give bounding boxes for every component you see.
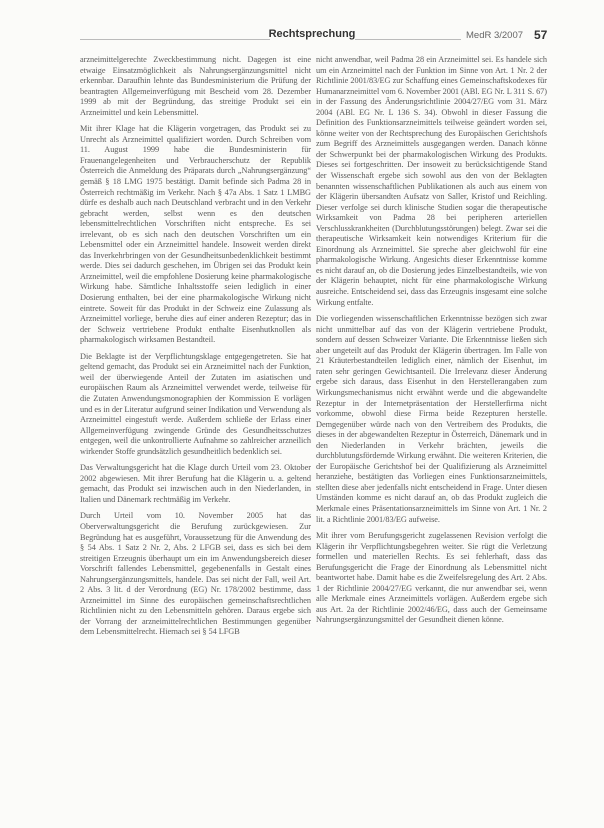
paragraph: Mit ihrer Klage hat die Klägerin vorgetragen, das Produkt sei zu Unrecht als Arzneimittel qualifiziert worden. Durch Schreiben vom 11. August 1999 habe die Bundesministerin für Frauenangelegenheiten und Verbraucherschutz der Republik Österreich die Anmeldung des Präparats durch „Nahrungsergänzung“ gemäß § 18 LMG 1975 bestätigt. Damit befinde sich Padma 28 in Österreich rechtmäßig im Verkehr. Nach § 47a Abs. 1 Satz 1 LMBG dürfe es deshalb auch nach Deutschland verbracht und in den Verkehr gebracht werden, selbst wenn es den deutschen lebensmittelrechtlichen Vorschriften nicht entspreche. Es sei irrelevant, ob es sich nach den deutschen Vorschriften um ein Lebensmittel oder ein Arzneimittel handele. Insoweit werden direkt das Inverkehrbringen von der Gesundheitsunbedenklichkeit bestimmt werde. Dies sei dadurch geschehen, im Übrigen sei das Produkt kein Arzneimittel, weil die empfohlene Dosierung keine pharmakologische Wirkung habe. Sämtliche Inhaltsstoffe seien lediglich in einer Dosierung enthalten, bei der eine pharmakologische Wirkung nicht eintrete. Soweit für das Produkt in der Schweiz eine Zulassung als Arzneimittel vorliege, beruhe dies auf einer anderen Rezeptur; das in der Schweiz vertriebene Produkt enthalte Eisenhutknollen als pharmakologisch wirksamen Bestandteil.: [80, 124, 311, 345]
paragraph: Das Verwaltungsgericht hat die Klage durch Urteil vom 23. Oktober 2002 abgewiesen. Mit ihrer Berufung hat die Klägerin u. a. geltend gemacht, das Produkt sei inzwischen auch in den Niederlanden, in Italien und Dänemark rechtmäßig im Verkehr.: [80, 463, 311, 504]
paragraph: nicht anwendbar, weil Padma 28 ein Arzneimittel sei. Es handele sich um ein Arzneimittel nach der Funktion im Sinne von Art. 1 Nr. 2 der Richtlinie 2001/83/EG zur Schaffung eines Gemeinschaftskodexes für Humanarzneimittel vom 6. November 2001 (ABl. EG Nr. L 311 S. 67) in der Fassung des Änderungsrichtlinie 2004/27/EG vom 31. März 2004 (ABl. EG Nr. L 136 S. 34). Obwohl in dieser Fassung die Definition des Funktionsarzneimittels teilweise geändert worden sei, könne weiter von der Rechtsprechung des Europäischen Gerichtshofs zum Begriff des Arzneimittels ausgegangen werden. Danach könne der Schwerpunkt bei der pharmakologischen Wirkung des Produkts. Dieses sei fortgeschritten. Der insoweit zu berücksichtigende Stand der Wissenschaft ergebe sich sowohl aus den von der Beklagten benannten wissenschaftlichen Publikationen als auch aus einem von der Klägerin übersandten Aufsatz von Saller, Kristof und Reichling. Dieser verfolge sei durch klinische Studien sogar die therapeutische Wirksamkeit von Padma 28 bei peripheren arteriellen Verschlusskrankheiten (Durchblutungsstörungen) belegt. Zwar sei die therapeutische Wirksamkeit kein notwendiges Kriterium für die Einordnung als Arzneimittel. Sie spreche aber gleichwohl für eine pharmakologische Wirkung. Angesichts dieser Erkenntnisse komme es nicht darauf an, ob die Dosierung jedes Einzelbestandteils, wie von der Klägerin behauptet, nicht für eine pharmakologische Wirkung ausreiche. Entscheidend sei, dass das Erzeugnis insgesamt eine solche Wirkung entfalte.: [316, 55, 547, 307]
section-title: Rechtsprechung: [268, 28, 356, 40]
paragraph: arzneimittelgerechte Zweckbestimmung nicht. Dagegen ist eine etwaige Einsatzmöglichkeit als Nahrungsergänzungsmittel nicht erkennbar. Daraufhin lehnte das Bundesministerium die Prüfung der beantragten Allgemeinverfügung mit Bescheid vom 28. Dezember 1999 ab mit der Begründung, das streitige Produkt sei ein Arzneimittel und kein Lebensmittel.: [80, 55, 311, 117]
paragraph: Durch Urteil vom 10. November 2005 hat das Oberverwaltungsgericht die Berufung zurückgewiesen. Zur Begründung hat es ausgeführt, Voraussetzung für die Anwendung des § 54 Abs. 1 Satz 2 Nr. 2, Abs. 2 LFGB sei, dass es sich bei dem streitigen Erzeugnis überhaupt um ein im Anwendungsbereich dieser Vorschrift fallendes Lebensmittel, gegebenenfalls in Gestalt eines Nahrungsergänzungsmittels, handele. Das sei nicht der Fall, weil Art. 2 Abs. 3 lit. d der Verordnung (EG) Nr. 178/2002 bestimme, dass Arzneimittel im Sinne des europäischen gemeinschaftsrechtlichen Richtlinien nicht zu den Lebensmitteln gehören. Daraus ergebe sich der Vorrang der arzneimittelrechtlichen Bestimmungen gegenüber dem Lebensmittelrecht. Hiernach sei § 54 LFGB: [80, 511, 311, 637]
page-number: 57: [534, 28, 548, 42]
left-column: [80, 55, 311, 815]
journal-reference: MedR 3/2007: [466, 30, 524, 41]
running-header: [0, 26, 604, 52]
paragraph: Mit ihrer vom Berufungsgericht zugelassenen Revision verfolgt die Klägerin ihr Verpflichtungsbegehren weiter. Sie rügt die Verletzung formellen und materiellen Rechts. Es sei fehlerhaft, dass das Berufungsgericht die Frage der Einordnung als Lebensmittel nicht beantwortet habe. Damit habe es die Zweifelsregelung des Art. 2 Abs. 1 der Richtlinie 2004/27/EG verkannt, die nur anwendbar sei, wenn alle Merkmale eines Arzneimittels vorlägen. Außerdem ergebe sich aus Art. 2a der Richtlinie 2002/46/EG, dass auch der Gemeinsame Nahrungsergänzungsmittel der Gesundheit dienen könne.: [316, 531, 547, 625]
paragraph: Die vorliegenden wissenschaftlichen Erkenntnisse bezögen sich zwar nicht unmittelbar auf das von der Klägerin vertriebene Produkt, sondern auf dessen Schweizer Variante. Die Erkenntnisse ließen sich aber ungeteilt auf das Produkt der Klägerin übertragen. Im Falle von 21 Kräuterbestandteilen lediglich einer, nämlich der Eisenhut, im raten sehr geringen Gewichtsanteil. Die Irrelevanz dieser Änderung ergebe sich daraus, dass Eisenhut in den Herstellerangaben zum Wirkungsmechanismus nicht erwähnt werde und die abgewandelte Rezeptur in der Internetpräsentation der Herstellerfirma nicht vorkomme, obwohl diese Firma beide Rezepturen herstelle. Demgegenüber würde nach von den Vertreibern des Produkts, die dieses in der abgewandelten Rezeptur in Österreich, Dänemark und in den Niederlanden in Verkehr brächten, jeweils die durchblutungsfördernde Wirkung erwähnt. Die weiteren Kriterien, die der Europäische Gerichtshof bei der Qualifizierung als Arzneimittel heranziehe, bestätigten das Vorliegen eines Funktionsarzneimittels, stellten diese aber jedenfalls nicht entscheidend in Frage. Unter diesen Umständen komme es nicht darauf an, ob das Produkt zugleich die Merkmale eines Präsentationsarzneimittels im Sinne von Art. 1 Nr. 2 lit. a Richtlinie 2001/83/EG aufweise.: [316, 314, 547, 524]
paragraph: Die Beklagte ist der Verpflichtungsklage entgegengetreten. Sie hat geltend gemacht, das Produkt sei ein Arzneimittel nach der Funktion, weil der überwiegende Anteil der Zutaten im asiatischen und europäischen Raum als Arzneimittel verwendet werde, teilweise für die Zutaten Anwendungsmonographien der Kommission E vorlägen und es in der Literatur aufgrund seiner Indikation und Verwendung als Arzneimittel eingestuft werde. Außerdem schließe der Erlass einer Allgemeinverfügung zwingende Gründe des Gesundheitsschutzes entgegen, weil die unkontrollierte Aufnahme so zahlreicher arzneilich wirkender Stoffe grundsätzlich gesundheitlich bedenklich sei.: [80, 351, 311, 456]
header-rule: [355, 39, 461, 40]
right-column: [316, 55, 547, 815]
header-rule: [80, 39, 270, 40]
